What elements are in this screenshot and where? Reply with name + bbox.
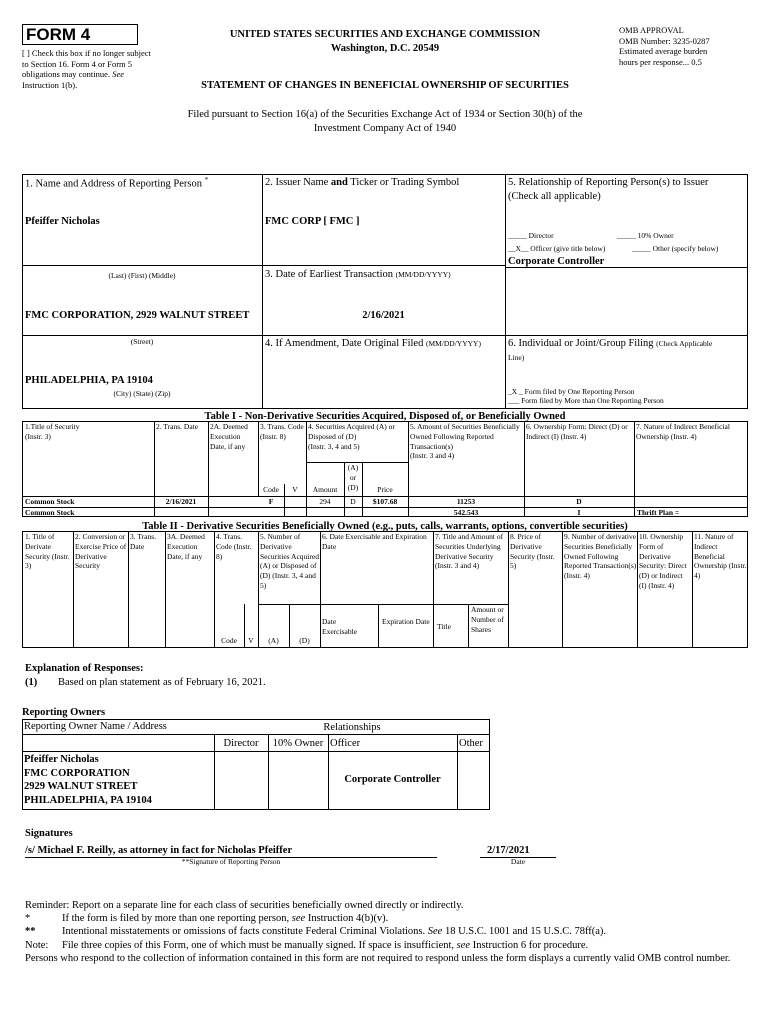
- t1-h2a: 2A. Deemed Execution Date, if any: [210, 422, 248, 451]
- table-row: Common Stock: [25, 497, 75, 506]
- footnote-double-star-text: Intentional misstatements or omissions of facts constitute Federal Criminal Violations. See 18 U.S.C. 1001 and 15 U.S.C. 78ff(a).: [62, 926, 607, 937]
- table2-title: Table II - Derivative Securities Beneficially Owned (e.g., puts, calls, warrants, options, convertible securities): [142, 521, 628, 532]
- t1-h1: 1.Title of Security (Instr. 3): [25, 422, 80, 441]
- signer-name: /s/ Michael F. Reilly, as attorney in fact for Nicholas Pfeiffer: [25, 845, 293, 856]
- signer-caption: **Signature of Reporting Person: [181, 857, 281, 866]
- t2-sub-amount: Amount or Number of Shares: [471, 605, 504, 634]
- box6-label: 6. Individual or Joint/Group Filing (Check Applicable Line): [508, 338, 713, 362]
- t1-sub-aord: (A) or (D): [347, 463, 359, 492]
- box5-label: 5. Relationship of Reporting Person(s) to Issuer (Check all applicable): [508, 177, 709, 202]
- t1-h3: 3. Trans. Code (Instr. 8): [260, 422, 304, 441]
- explanation-heading: Explanation of Responses:: [25, 663, 144, 674]
- t2-sub-code: Code: [221, 636, 237, 645]
- director-option: _____ Director: [508, 231, 554, 240]
- city-caption: (City) (State) (Zip): [113, 389, 171, 398]
- t2-h11: 11. Nature of Indirect Beneficial Ownership (Instr. 4): [694, 532, 747, 580]
- other-option: _____ Other (specify below): [632, 244, 719, 253]
- note-mark: Note:: [25, 940, 49, 951]
- issuer-name: FMC CORP [ FMC ]: [265, 216, 360, 227]
- footnote-star-text: If the form is filed by more than one reporting person, see Instruction 4(b)(v).: [62, 913, 389, 924]
- officer-title: Corporate Controller: [508, 256, 605, 267]
- owners-col-director: Director: [223, 738, 259, 749]
- form-title: FORM 4: [26, 25, 91, 44]
- owners-col-name: Reporting Owner Name / Address: [24, 721, 167, 732]
- box3-label: 3. Date of Earliest Transaction (MM/DD/YYYY): [265, 269, 451, 280]
- t2-sub-v: V: [248, 636, 254, 645]
- footnote-star: *: [25, 913, 31, 924]
- t2-h7: 7. Title and Amount of Securities Underlying Derivative Security (Instr. 3 and 4): [435, 532, 504, 571]
- name-caption: (Last) (First) (Middle): [108, 271, 176, 280]
- owner-address: Pfeiffer Nicholas FMC CORPORATION 2929 WALNUT STREET PHILADELPHIA, PA 19104: [24, 754, 152, 806]
- box1-label: 1. Name and Address of Reporting Person *: [25, 176, 209, 190]
- persons-respond-text: Persons who respond to the collection of information contained in this form are not required to respond unless the form displays a currently valid OMB control number.: [25, 953, 731, 964]
- t2-sub-exp: Expiration Date: [382, 617, 430, 626]
- t1-h6: 6. Ownership Form: Direct (D) or Indirect (I) (Instr. 4): [526, 422, 628, 441]
- owners-col-officer: Officer: [330, 738, 361, 749]
- explanation-text: Based on plan statement as of February 16, 2021.: [58, 677, 266, 688]
- agency-name: UNITED STATES SECURITIES AND EXCHANGE COMMISSION Washington, D.C. 20549: [229, 29, 541, 54]
- table1-title: Table I - Non-Derivative Securities Acquired, Disposed of, or Beneficially Owned: [204, 411, 566, 422]
- ten-percent-option: _____ 10% Owner: [617, 231, 674, 240]
- box4-label: 4. If Amendment, Date Original Filed (MM/DD/YYYY): [265, 338, 481, 349]
- reminder-text: Reminder: Report on a separate line for each class of securities beneficially owned directly or indirectly.: [25, 900, 464, 911]
- signature-date: 2/17/2021: [487, 845, 530, 856]
- t2-h3: 3. Trans. Date: [130, 532, 157, 551]
- t2-h2: 2. Conversion or Exercise Price of Derivative Security: [75, 532, 127, 571]
- owners-col-ten: 10% Owner: [272, 738, 324, 749]
- date-caption: Date: [510, 857, 526, 866]
- t2-h4: 4. Trans. Code (Instr. 8): [216, 532, 252, 561]
- checkbox-note: [ ] Check this box if no longer subject to Section 16. Form 4 or Form 5 obligations may continue. See Instruction 1(b).: [22, 48, 151, 90]
- omb-approval: OMB APPROVAL OMB Number: 3235-0287 Estimated average burden hours per response... 0.5: [619, 25, 710, 67]
- t2-h9: 9. Number of derivative Securities Beneficially Owned Following Reported Transaction(s) (Instr. 4): [564, 532, 637, 580]
- table-row: Common Stock: [25, 508, 75, 517]
- reporting-person-name: Pfeiffer Nicholas: [25, 216, 100, 227]
- t1-sub-amount: Amount: [312, 485, 338, 494]
- t2-sub-date-ex: Date Exercisable: [322, 617, 357, 636]
- t2-sub-a: (A): [268, 636, 279, 645]
- statement-title: STATEMENT OF CHANGES IN BENEFICIAL OWNERSHIP OF SECURITIES: [201, 80, 569, 91]
- form-title-box: [22, 24, 138, 45]
- owners-col-relationships: Relationships: [323, 722, 381, 733]
- t1-sub-price: Price: [377, 485, 393, 494]
- t2-h5: 5. Number of Derivative Securities Acquired (A) or Disposed of (D) (Instr. 3, 4 and 5): [260, 532, 319, 590]
- owners-heading: Reporting Owners: [22, 707, 106, 718]
- t2-h8: 8. Price of Derivative Security (Instr. 5): [510, 532, 555, 571]
- t1-sub-v: V: [292, 485, 298, 494]
- box2-label: 2. Issuer Name and Ticker or Trading Symbol: [265, 177, 460, 188]
- explanation-number: (1): [25, 677, 38, 688]
- filing-option-group: ___ Form filed by More than One Reporting Person: [508, 396, 664, 405]
- t1-h2: 2. Trans. Date: [156, 422, 199, 431]
- filing-option-one: _X _ Form filed by One Reporting Person: [508, 387, 635, 396]
- t1-h4: 4. Securities Acquired (A) or Disposed of (D) (Instr. 3, 4 and 5): [308, 422, 395, 451]
- reporting-person-city: PHILADELPHIA, PA 19104: [25, 375, 153, 386]
- earliest-transaction-date: 2/16/2021: [362, 310, 405, 321]
- t2-h10: 10. Ownership Form of Derivative Security: Direct (D) or Indirect (I) (Instr. 4): [639, 532, 687, 590]
- signatures-heading: Signatures: [25, 828, 73, 839]
- t2-sub-title: Title: [437, 622, 451, 631]
- note-text: File three copies of this Form, one of which must be manually signed. If space is insufficient, see Instruction 6 for procedure.: [62, 940, 589, 951]
- footnote-double-star: **: [25, 926, 36, 937]
- t2-h1: 1. Title of Derivate Security (Instr. 3): [25, 532, 70, 571]
- t1-h5: 5. Amount of Securities Beneficially Owned Following Reported Transaction(s) (Instr. 3 and 4): [410, 422, 520, 461]
- street-caption: (Street): [130, 337, 154, 346]
- t2-sub-d: (D): [299, 636, 310, 645]
- filed-pursuant: Filed pursuant to Section 16(a) of the Securities Exchange Act of 1934 or Section 30(h) of the Investment Company Act of 1940: [187, 109, 583, 134]
- t2-h3a: 3A. Deemed Execution Date, if any: [167, 532, 205, 561]
- t1-h7: 7. Nature of Indirect Beneficial Ownership (Instr. 4): [636, 422, 730, 441]
- officer-option: __X__ Officer (give title below): [508, 244, 606, 253]
- t2-h6: 6. Date Exercisable and Expiration Date: [322, 532, 427, 551]
- owners-col-other: Other: [459, 738, 483, 749]
- t1-sub-code: Code: [263, 485, 279, 494]
- reporting-person-street: FMC CORPORATION, 2929 WALNUT STREET: [25, 310, 250, 321]
- owner-officer-title: Corporate Controller: [344, 774, 441, 785]
